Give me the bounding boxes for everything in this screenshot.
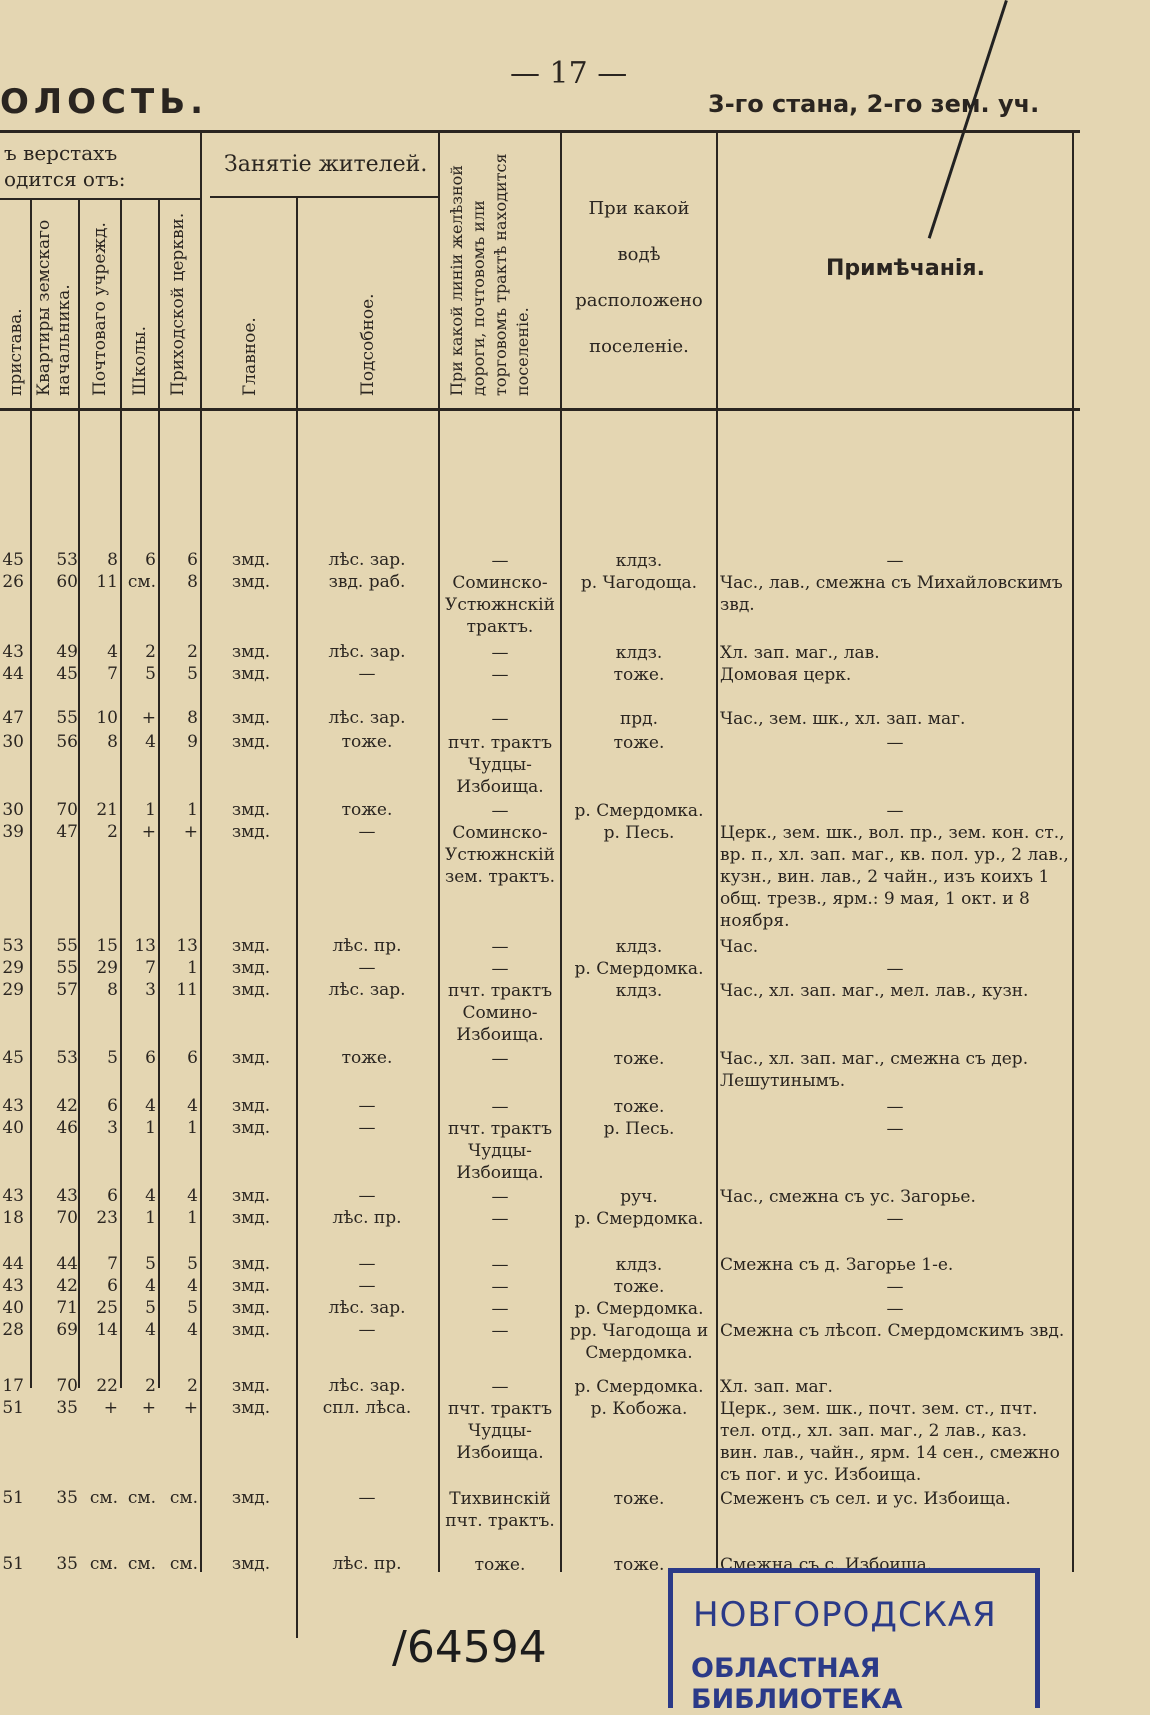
cell-water: р. Смердомка.: [574, 1209, 704, 1229]
cell-b: 56: [56, 732, 78, 752]
col-road: При какой линіи желѣзной дороги, почтовомъ или торговомъ трактѣ находится поселеніе.: [447, 153, 532, 396]
occupation-group-header: Занятіе жителей.: [224, 152, 428, 177]
cell-e: 5: [187, 1254, 198, 1274]
col-pristav: пристава.: [6, 308, 26, 396]
cell-note: Церк., зем. шк., почт. зем. ст., пчт. тел. отд., хл. зап. маг., 2 лав., каз. вин. лав., чайн., ярм. 14 сен., смежно съ пог. и ус. Избоища.: [720, 1399, 1060, 1485]
cell-b: 55: [56, 708, 78, 728]
cell-main: змд.: [231, 1096, 271, 1116]
pen-stroke: [928, 0, 1008, 239]
vrule: [716, 132, 718, 1572]
cell-aux: тоже.: [341, 732, 393, 752]
cell-aux: —: [358, 1488, 376, 1508]
cell-road: Тихвинскій пчт. трактъ.: [445, 1489, 555, 1531]
cell-water: р. Чагодоща.: [580, 573, 698, 593]
cell-water: тоже.: [613, 1489, 665, 1509]
cell-main: змд.: [231, 664, 271, 684]
cell-water: клдз.: [615, 937, 663, 957]
cell-a: 44: [2, 664, 24, 684]
cell-b: 55: [56, 936, 78, 956]
cell-a: 18: [2, 1208, 24, 1228]
cell-b: 44: [56, 1254, 78, 1274]
cell-aux: —: [358, 1254, 376, 1274]
library-stamp: [668, 1568, 1040, 1715]
cell-c: 23: [96, 1208, 118, 1228]
cell-b: 55: [56, 958, 78, 978]
cell-road: —: [491, 643, 509, 663]
cell-road: —: [491, 551, 509, 571]
cell-a: 40: [2, 1298, 24, 1318]
cell-c: 6: [107, 1096, 118, 1116]
cell-c: 5: [107, 1048, 118, 1068]
cell-e: 8: [187, 708, 198, 728]
cell-aux: —: [358, 822, 376, 842]
cell-road: пчт. трактъ Чудцы-Избоища.: [447, 1119, 553, 1183]
cell-b: 35: [56, 1554, 78, 1574]
cell-b: 57: [56, 980, 78, 1000]
cell-c: 10: [96, 708, 118, 728]
cell-aux: —: [358, 1096, 376, 1116]
cell-a: 44: [2, 1254, 24, 1274]
cell-c: 2: [107, 822, 118, 842]
cell-a: 43: [2, 1276, 24, 1296]
cell-aux: —: [358, 664, 376, 684]
header-bottom-rule: [0, 408, 1080, 411]
cell-d: см.: [127, 1488, 156, 1508]
cell-b: 53: [56, 1048, 78, 1068]
cell-note: —: [886, 733, 904, 753]
cell-a: 30: [2, 800, 24, 820]
cell-road: Соминско-Устюжнскій зем. трактъ.: [444, 823, 556, 887]
cell-note: —: [886, 959, 904, 979]
cell-c: см.: [89, 1554, 118, 1574]
cell-aux: —: [358, 1118, 376, 1138]
cell-aux: лѣс. зар.: [328, 550, 406, 570]
cell-water: клдз.: [615, 643, 663, 663]
cell-b: 35: [56, 1488, 78, 1508]
vrule: [560, 132, 562, 1572]
cell-a: 43: [2, 1186, 24, 1206]
cell-a: 29: [2, 958, 24, 978]
cell-e: 6: [187, 550, 198, 570]
cell-d: см.: [127, 572, 156, 592]
cell-c: 21: [96, 800, 118, 820]
cell-main: змд.: [231, 1118, 271, 1138]
stamp-line-1: НОВГОРОДСКАЯ: [693, 1595, 997, 1635]
cell-e: 4: [187, 1186, 198, 1206]
cell-b: 49: [56, 642, 78, 662]
volost-title: ОЛОСТЬ.: [0, 82, 209, 122]
cell-d: +: [141, 1398, 156, 1418]
cell-aux: лѣс. пр.: [332, 936, 402, 956]
cell-road: пчт. трактъ Чудцы-Избоища.: [447, 733, 553, 797]
cell-water: тоже.: [613, 665, 665, 685]
cell-main: змд.: [231, 642, 271, 662]
cell-c: 14: [96, 1320, 118, 1340]
cell-d: 4: [145, 732, 156, 752]
cell-c: 29: [96, 958, 118, 978]
cell-aux: лѣс. зар.: [328, 642, 406, 662]
cell-b: 69: [56, 1320, 78, 1340]
cell-d: 5: [145, 1254, 156, 1274]
col-main-occupation: Главное.: [240, 317, 260, 396]
cell-d: 4: [145, 1186, 156, 1206]
cell-main: змд.: [231, 572, 271, 592]
cell-aux: звд. раб.: [328, 572, 406, 592]
page-number: — 17 —: [510, 56, 628, 91]
cell-a: 51: [2, 1554, 24, 1574]
col-zemsky: Квартиры земскаго начальника.: [34, 219, 74, 396]
cell-road: —: [491, 801, 509, 821]
cell-note: Хл. зап. маг.: [720, 1377, 833, 1397]
cell-road: —: [491, 959, 509, 979]
cell-road: —: [491, 937, 509, 957]
cell-water: р. Песь.: [603, 823, 675, 843]
cell-a: 29: [2, 980, 24, 1000]
cell-main: змд.: [231, 822, 271, 842]
cell-water: клдз.: [615, 981, 663, 1001]
cell-water: прд.: [619, 709, 659, 729]
cell-road: Соминско-Устюжнскій трактъ.: [445, 573, 555, 637]
cell-e: 8: [187, 572, 198, 592]
cell-water: руч.: [620, 1187, 658, 1207]
cell-road: —: [491, 665, 509, 685]
cell-note: Час., лав., смежна съ Михайловскимъ звд.: [720, 573, 1063, 615]
cell-d: 5: [145, 664, 156, 684]
occupation-subrule: [210, 196, 438, 198]
distance-group-header: ъ верстахъ одится отъ:: [4, 141, 126, 191]
cell-note: Смеженъ съ сел. и ус. Избоища.: [720, 1489, 1011, 1509]
cell-d: +: [141, 708, 156, 728]
cell-main: змд.: [231, 958, 271, 978]
cell-aux: тоже.: [341, 800, 393, 820]
cell-aux: лѣс. зар.: [328, 1298, 406, 1318]
cell-c: 4: [107, 642, 118, 662]
cell-water: тоже.: [613, 1049, 665, 1069]
cell-e: 1: [187, 1118, 198, 1138]
cell-c: 25: [96, 1298, 118, 1318]
cell-road: тоже.: [474, 1555, 526, 1575]
cell-a: 53: [2, 936, 24, 956]
cell-c: см.: [89, 1488, 118, 1508]
cell-c: 22: [96, 1376, 118, 1396]
vrule: [200, 132, 202, 1572]
cell-road: пчт. трактъ Сомино-Избоища.: [447, 981, 553, 1045]
cell-main: змд.: [231, 1488, 271, 1508]
col-church: Приходской церкви.: [168, 212, 188, 396]
cell-a: 47: [2, 708, 24, 728]
cell-a: 26: [2, 572, 24, 592]
cell-note: —: [886, 1277, 904, 1297]
cell-road: —: [491, 1049, 509, 1069]
cell-road: —: [491, 1277, 509, 1297]
cell-d: см.: [127, 1554, 156, 1574]
cell-note: Смежна съ лѣсоп. Смердомскимъ звд.: [720, 1321, 1065, 1341]
cell-e: 1: [187, 958, 198, 978]
cell-road: —: [491, 1377, 509, 1397]
cell-b: 70: [56, 1376, 78, 1396]
cell-e: см.: [169, 1488, 198, 1508]
cell-b: 70: [56, 1208, 78, 1228]
cell-e: 4: [187, 1096, 198, 1116]
cell-aux: лѣс. зар.: [328, 1376, 406, 1396]
col-aux-occupation: Подсобное.: [358, 293, 378, 396]
cell-d: 1: [145, 800, 156, 820]
cell-a: 51: [2, 1488, 24, 1508]
cell-c: 15: [96, 936, 118, 956]
cell-water: р. Песь.: [603, 1119, 675, 1139]
cell-a: 45: [2, 550, 24, 570]
cell-note: Домовая церк.: [720, 665, 852, 685]
cell-note: —: [886, 801, 904, 821]
cell-aux: лѣс. пр.: [332, 1208, 402, 1228]
cell-c: 6: [107, 1276, 118, 1296]
cell-d: 4: [145, 1096, 156, 1116]
cell-b: 43: [56, 1186, 78, 1206]
cell-main: змд.: [231, 800, 271, 820]
cell-d: 3: [145, 980, 156, 1000]
cell-note: —: [886, 1097, 904, 1117]
cell-d: 2: [145, 1376, 156, 1396]
cell-d: 1: [145, 1208, 156, 1228]
cell-a: 43: [2, 1096, 24, 1116]
cell-road: —: [491, 1097, 509, 1117]
cell-c: 11: [96, 572, 118, 592]
stamp-line-2: ОБЛАСТНАЯ БИБЛИОТЕКА: [691, 1653, 903, 1715]
cell-aux: лѣс. пр.: [332, 1554, 402, 1574]
cell-b: 53: [56, 550, 78, 570]
vrule: [438, 132, 440, 1572]
cell-main: змд.: [231, 708, 271, 728]
cell-road: —: [491, 1255, 509, 1275]
cell-water: рр. Чагодоща и Смердомка.: [569, 1321, 709, 1363]
cell-e: см.: [169, 1554, 198, 1574]
cell-road: —: [491, 1209, 509, 1229]
cell-a: 28: [2, 1320, 24, 1340]
cell-note: Смежна съ д. Загорье 1-е.: [720, 1255, 954, 1275]
cell-d: 6: [145, 1048, 156, 1068]
cell-main: змд.: [231, 936, 271, 956]
vrule: [1072, 132, 1074, 1572]
cell-water: клдз.: [615, 551, 663, 571]
vrule: [296, 198, 298, 1638]
cell-aux: —: [358, 1320, 376, 1340]
cell-note: Час., зем. шк., хл. зап. маг.: [720, 709, 966, 729]
cell-e: 5: [187, 1298, 198, 1318]
col-post: Почтоваго учрежд.: [90, 222, 110, 396]
cell-water: р. Кобожа.: [590, 1399, 688, 1419]
cell-b: 42: [56, 1276, 78, 1296]
cell-e: 11: [176, 980, 198, 1000]
cell-main: змд.: [231, 980, 271, 1000]
cell-e: 9: [187, 732, 198, 752]
cell-aux: —: [358, 1186, 376, 1206]
cell-note: —: [886, 1299, 904, 1319]
cell-water: тоже.: [613, 1555, 665, 1575]
header-top-rule: [0, 130, 1080, 133]
cell-e: 1: [187, 1208, 198, 1228]
cell-d: 1: [145, 1118, 156, 1138]
cell-road: —: [491, 1321, 509, 1341]
cell-aux: лѣс. зар.: [328, 708, 406, 728]
stan-heading: 3-го стана, 2-го зем. уч.: [708, 90, 1040, 118]
cell-c: 3: [107, 1118, 118, 1138]
cell-b: 35: [56, 1398, 78, 1418]
cell-main: змд.: [231, 1208, 271, 1228]
cell-a: 43: [2, 642, 24, 662]
cell-note: Час., смежна съ ус. Загорье.: [720, 1187, 976, 1207]
cell-e: 2: [187, 1376, 198, 1396]
cell-water: р. Смердомка.: [574, 1299, 704, 1319]
cell-water: р. Смердомка.: [574, 801, 704, 821]
cell-main: змд.: [231, 1320, 271, 1340]
cell-b: 70: [56, 800, 78, 820]
cell-a: 39: [2, 822, 24, 842]
cell-note: Хл. зап. маг., лав.: [720, 643, 880, 663]
cell-c: 8: [107, 980, 118, 1000]
cell-c: 7: [107, 1254, 118, 1274]
cell-water: тоже.: [613, 733, 665, 753]
cell-c: +: [103, 1398, 118, 1418]
cell-note: —: [886, 551, 904, 571]
cell-b: 47: [56, 822, 78, 842]
cell-d: 6: [145, 550, 156, 570]
cell-aux: лѣс. зар.: [328, 980, 406, 1000]
cell-e: 5: [187, 664, 198, 684]
cell-main: змд.: [231, 1254, 271, 1274]
cell-aux: спл. лѣса.: [322, 1398, 412, 1418]
cell-main: змд.: [231, 1298, 271, 1318]
cell-a: 45: [2, 1048, 24, 1068]
cell-d: 5: [145, 1298, 156, 1318]
cell-e: 4: [187, 1320, 198, 1340]
cell-a: 51: [2, 1398, 24, 1418]
cell-d: 4: [145, 1276, 156, 1296]
cell-b: 42: [56, 1096, 78, 1116]
cell-e: 1: [187, 800, 198, 820]
cell-note: Час.: [720, 937, 759, 957]
cell-note: Час., хл. зап. маг., смежна съ дер. Лешутинымъ.: [720, 1049, 1029, 1091]
cell-a: 30: [2, 732, 24, 752]
cell-water: р. Смердомка.: [574, 959, 704, 979]
cell-main: змд.: [231, 1186, 271, 1206]
col-school: Школы.: [130, 326, 150, 396]
cell-b: 46: [56, 1118, 78, 1138]
cell-c: 7: [107, 664, 118, 684]
cell-road: —: [491, 1299, 509, 1319]
cell-e: 13: [176, 936, 198, 956]
col-water: При какой водѣ расположено поселеніе.: [575, 198, 703, 357]
cell-water: тоже.: [613, 1097, 665, 1117]
cell-main: змд.: [231, 1276, 271, 1296]
cell-note: Церк., зем. шк., вол. пр., зем. кон. ст., вр. п., хл. зап. маг., кв. пол. ур., 2 лав., кузн., вин. лав., 2 чайн., изъ коихъ 1 общ. трезв., ярм.: 9 мая, 1 окт. и 8 ноября.: [720, 823, 1069, 931]
cell-b: 60: [56, 572, 78, 592]
cell-road: —: [491, 709, 509, 729]
cell-main: змд.: [231, 1048, 271, 1068]
cell-road: пчт. трактъ Чудцы-Избоища.: [447, 1399, 553, 1463]
cell-b: 45: [56, 664, 78, 684]
handwritten-inventory-number: /64594: [392, 1622, 547, 1673]
cell-note: —: [886, 1119, 904, 1139]
cell-c: 6: [107, 1186, 118, 1206]
cell-c: 8: [107, 550, 118, 570]
cell-a: 17: [2, 1376, 24, 1396]
cell-a: 40: [2, 1118, 24, 1138]
cell-e: +: [183, 1398, 198, 1418]
cell-note: —: [886, 1209, 904, 1229]
cell-e: 4: [187, 1276, 198, 1296]
cell-road: —: [491, 1187, 509, 1207]
cell-d: 2: [145, 642, 156, 662]
cell-main: змд.: [231, 1554, 271, 1574]
cell-main: змд.: [231, 1376, 271, 1396]
cell-water: тоже.: [613, 1277, 665, 1297]
cell-aux: —: [358, 958, 376, 978]
cell-e: 6: [187, 1048, 198, 1068]
cell-e: 2: [187, 642, 198, 662]
cell-c: 8: [107, 732, 118, 752]
cell-aux: тоже.: [341, 1048, 393, 1068]
cell-d: 7: [145, 958, 156, 978]
cell-e: +: [183, 822, 198, 842]
col-notes: Примѣчанія.: [826, 256, 985, 281]
cell-d: +: [141, 822, 156, 842]
cell-note: Час., хл. зап. маг., мел. лав., кузн.: [720, 981, 1029, 1001]
cell-b: 71: [56, 1298, 78, 1318]
cell-note: Смежна съ с. Избоища.: [720, 1555, 933, 1575]
cell-water: р. Смердомка.: [574, 1377, 704, 1397]
cell-aux: —: [358, 1276, 376, 1296]
cell-main: змд.: [231, 550, 271, 570]
cell-water: клдз.: [615, 1255, 663, 1275]
cell-main: змд.: [231, 732, 271, 752]
cell-d: 4: [145, 1320, 156, 1340]
cell-d: 13: [134, 936, 156, 956]
cell-main: змд.: [231, 1398, 271, 1418]
